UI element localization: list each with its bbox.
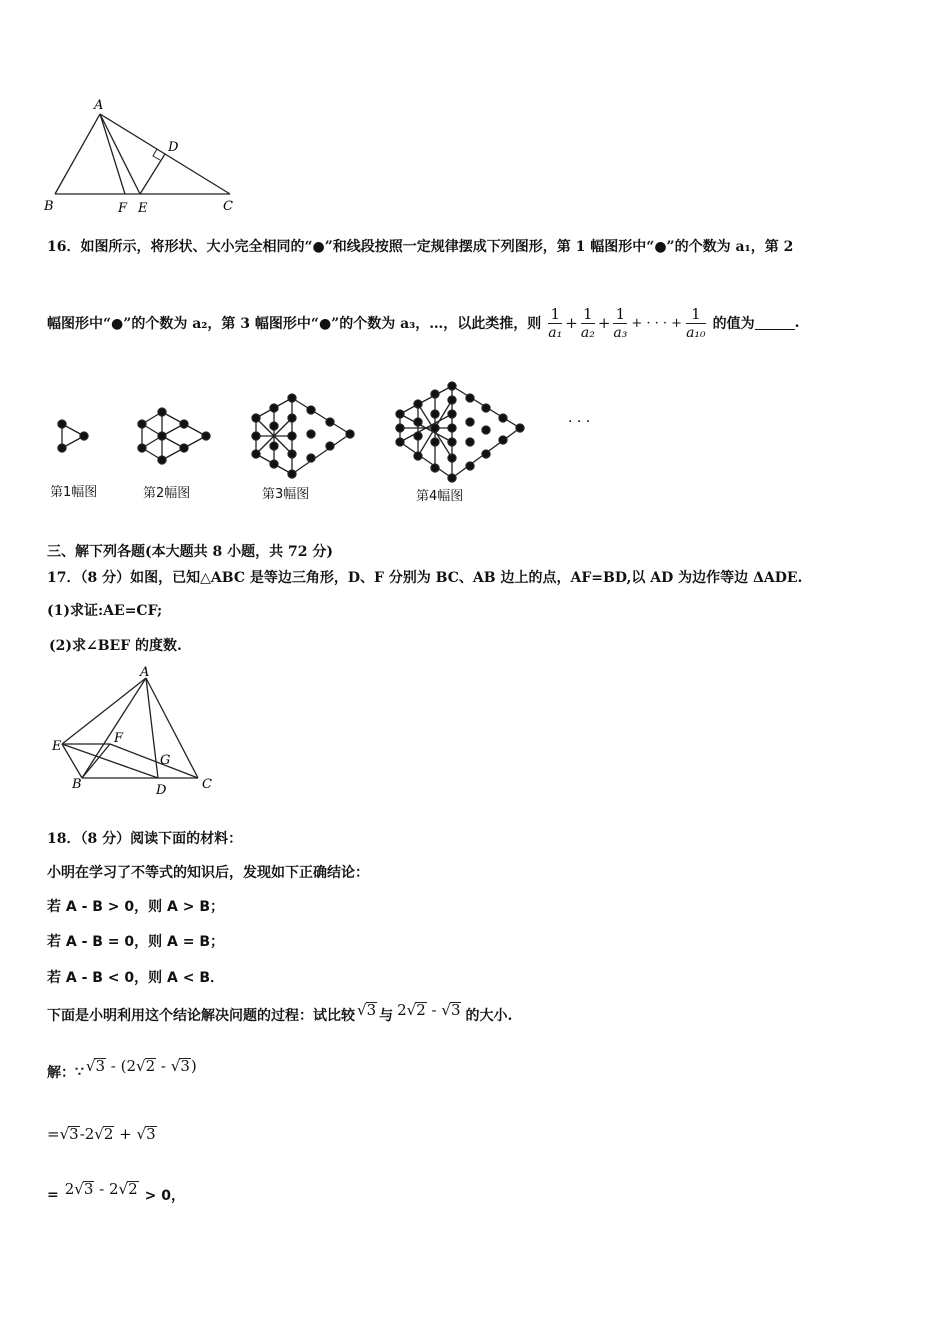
label-B: B	[72, 777, 82, 792]
section-heading: 三、解下列各题(本大题共 8 小题，共 72 分)	[47, 544, 333, 560]
q17-part1: (1)求证:AE=CF;	[47, 603, 163, 619]
label-A: A	[94, 98, 104, 113]
q18-solution-line3: = 2√3 - 2√2 > 0，	[47, 1180, 186, 1204]
pattern-4	[396, 382, 524, 482]
triangle-figure-q15	[40, 96, 245, 222]
q16-line2-tail: 的值为	[712, 316, 755, 332]
expr-sqrt3: √3	[357, 1001, 377, 1019]
q16-line2: 幅图形中“●”的个数为 a₂，第 3 幅图形中“●”的个数为 a₃，…，以此类推，则 $\frac{1}{\text{a₁}}$ + $\frac{1}{\text{a₂}}$ + $\frac{1}{\text{a₃}}$ + · · · + $\frac{1}{\text{a₁₀}}$ 的值为 .	[47, 304, 800, 341]
q16-line2-text: 幅图形中“●”的个数为 a₂，第 3 幅图形中“●”的个数为 a₃，…，以此类推，则	[47, 316, 542, 332]
expr-step3: 2√3 - 2√2	[64, 1180, 138, 1198]
q17-part2: (2)求∠BEF 的度数.	[49, 638, 182, 654]
q16-sum-expression: $\frac{1}{\text{a₁}}$ + $\frac{1}{\text{a₂}}$ + $\frac{1}{\text{a₃}}$ + · · · + $\frac{1}{\text{a₁₀}}$	[548, 304, 706, 341]
pattern-2	[138, 408, 210, 464]
label-E: E	[138, 201, 148, 216]
caption-fig4: 第4幅图	[416, 489, 464, 504]
q18-line1: 18．（8 分）阅读下面的材料：	[47, 831, 243, 847]
answer-blank	[755, 317, 795, 330]
label-B: B	[44, 199, 54, 214]
pattern-3	[252, 394, 354, 478]
q18-rule3: 若 A - B < 0，则 A < B．	[47, 970, 225, 986]
label-D: D	[168, 140, 179, 155]
label-D: D	[156, 783, 167, 798]
dot-patterns-figure	[40, 378, 600, 508]
pattern-1	[58, 420, 88, 452]
q18-line2: 小明在学习了不等式的知识后，发现如下正确结论：	[47, 865, 369, 881]
q18-rule2: 若 A - B = 0，则 A = B；	[47, 934, 225, 950]
caption-fig3: 第3幅图	[262, 487, 310, 502]
ellipsis: · · ·	[568, 414, 591, 430]
label-E: E	[52, 739, 62, 754]
q18-rule1: 若 A - B > 0，则 A > B；	[47, 899, 225, 915]
q18-solution-line1: 解： ∵ √3 - (2√2 - √3)	[47, 1057, 197, 1081]
label-F: F	[118, 201, 128, 216]
q18-line6: 下面是小明利用这个结论解决问题的过程：试比较 √3 与 2√2 - √3 的大小.	[47, 1001, 513, 1024]
caption-fig1: 第1幅图	[50, 485, 98, 500]
label-F: F	[114, 731, 124, 746]
q16-line1: 16．如图所示，将形状、大小完全相同的“●”和线段按照一定规律摆成下列图形，第 1 幅图形中“●”的个数为 a₁，第 2	[47, 239, 794, 255]
label-C: C	[223, 199, 233, 214]
q17-line1: 17．（8 分）如图，已知△ABC 是等边三角形，D、F 分别为 BC、AB 边上的点，AF=BD,以 AD 为边作等边 ΔADE.	[47, 570, 803, 586]
label-A: A	[140, 665, 150, 680]
label-G: G	[160, 753, 171, 768]
triangle-figure-q17	[48, 664, 223, 798]
caption-fig2: 第2幅图	[143, 486, 191, 501]
expr-step1: √3 - (2√2 - √3)	[85, 1057, 197, 1075]
label-C: C	[202, 777, 212, 792]
expr-2sqrt2-minus-sqrt3: 2√2 - √3	[397, 1001, 461, 1019]
expr-step2: =√3-2√2 + √3	[47, 1125, 156, 1143]
